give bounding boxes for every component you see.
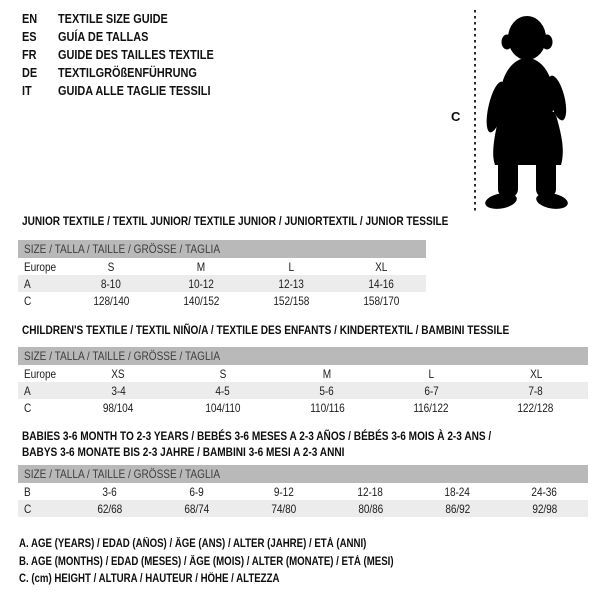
footnote-line: C. (cm) HEIGHT / ALTURA / HAUTEUR / HÖHE / ALTEZZA [19,573,280,585]
size-cell: 104/110 [205,400,241,415]
footnote-line: B. AGE (MONTHS) / EDAD (MESES) / ÂGE (MOIS) / ALTER (MONATE) / ETÀ (MESI) [19,555,394,568]
table-row [18,275,426,292]
size-cell: 3-6 [102,484,117,499]
language-row [22,64,243,82]
babies-table-title [22,428,588,460]
size-cell: S [219,366,226,381]
size-header-text: SIZE / TALLA / TAILLE / GRÖSSE / TAGLIA [24,349,221,363]
size-header-bar [18,465,588,483]
size-header-bar [18,240,426,258]
size-cell: 7-8 [528,383,543,398]
table-row [18,292,426,309]
language-code-text: ES [22,29,37,44]
height-measure-label: C [451,109,461,124]
size-header-bar [18,347,588,365]
size-cell: 9-12 [273,484,294,499]
baby-silhouette-icon [483,16,570,211]
row-label-cell: C [24,400,32,415]
babies-table-title-line2: BABYS 3-6 MONATE BIS 2-3 JAHRE / BAMBINI 3-6 MESI A 2-3 ANNI [22,445,345,459]
size-cell: 8-10 [101,276,121,291]
size-cell: 116/122 [413,400,449,415]
children-table-title-text: CHILDREN'S TEXTILE / TEXTIL NIÑO/A / TEXTILE DES ENFANTS / KINDERTEXTIL / BAMBINI TESSILE [22,323,510,337]
size-header-text: SIZE / TALLA / TAILLE / GRÖSSE / TAGLIA [24,467,221,481]
height-figure [443,4,595,216]
babies-size-table [18,465,588,517]
size-cell: 5-6 [319,383,335,398]
language-code-text: EN [22,11,38,26]
table-row [18,382,588,399]
size-cell: 86/92 [445,501,470,516]
size-cell: 6-9 [189,484,204,499]
language-code [22,28,58,46]
language-text: GUIDA ALLE TAGLIE TESSILI [58,83,211,98]
size-cell: 122/128 [517,400,554,415]
size-cell: 12-18 [357,484,384,499]
size-cell: 128/140 [93,293,129,308]
table-row [18,500,588,517]
footnote-line: A. AGE (YEARS) / EDAD (AÑOS) / ÂGE (ANS) / ALTER (JAHRE) / ETÀ (ANNI) [19,538,367,550]
language-list [22,10,243,100]
size-cell: 12-13 [278,276,304,291]
language-row [22,10,243,28]
language-code-text: FR [22,47,37,62]
size-cell: 92/98 [532,501,557,516]
children-section [18,322,588,416]
junior-size-table [18,240,426,309]
size-cell: XS [111,366,125,381]
language-row [22,82,243,100]
babies-table-title-line1: BABIES 3-6 MONTH TO 2-3 YEARS / BEBÉS 3-6 MESES A 2-3 AÑOS / BÉBÉS 3-6 MOIS À 2-3 ANS / [22,429,492,443]
junior-section [18,213,449,309]
table-row [18,258,426,275]
language-code-text: IT [22,83,32,98]
size-cell: XL [374,259,388,274]
table-row [18,483,588,500]
row-label-cell: C [24,293,32,308]
children-size-table [18,347,588,416]
size-cell: L [288,259,294,274]
size-cell: 3-4 [111,383,126,398]
size-cell: 10-12 [188,276,214,291]
size-cell: 62/68 [97,501,122,516]
language-code-text: DE [22,65,38,80]
row-label-cell: Europe [24,366,57,381]
size-cell: L [428,366,435,381]
language-code [22,10,58,28]
junior-table-title-text: JUNIOR TEXTILE / TEXTIL JUNIOR/ TEXTILE JUNIOR / JUNIORTEXTIL / JUNIOR TESSILE [22,214,449,228]
size-cell: M [196,259,206,274]
size-cell: 74/80 [271,501,296,516]
language-text: TEXTILGRÖßENFÜHRUNG [58,65,197,80]
language-text: GUÍA DE TALLAS [58,29,149,44]
size-cell: M [322,366,332,381]
language-code [22,46,58,64]
size-cell: 140/152 [183,293,219,308]
size-cell: 158/170 [363,293,399,308]
size-cell: 14-16 [368,276,394,291]
size-cell: 4-5 [215,383,230,398]
table-row [18,365,588,382]
size-cell: 6-7 [424,383,439,398]
row-label-cell: C [24,501,32,516]
children-table-title [22,322,588,338]
size-cell: XL [529,366,542,381]
babies-section [18,428,588,517]
junior-table-title [22,213,449,229]
table-row [18,399,588,416]
row-label-cell: B [24,484,31,499]
row-label-cell: Europe [24,259,57,274]
size-cell: 80/86 [358,501,383,516]
size-cell: 152/158 [273,293,309,308]
row-label-cell: A [24,383,31,398]
size-cell: 68/74 [184,501,209,516]
footnotes [19,536,465,589]
row-label-cell: A [24,276,31,291]
size-cell: 18-24 [444,484,471,499]
language-text: TEXTILE SIZE GUIDE [58,11,168,26]
language-row [22,46,243,64]
language-row [22,28,243,46]
size-cell: 98/104 [103,400,134,415]
language-code [22,82,58,100]
size-cell: 24-36 [531,484,558,499]
size-cell: S [107,259,115,274]
language-code [22,64,58,82]
language-text: GUIDE DES TAILLES TEXTILE [58,47,214,62]
size-cell: 110/116 [309,400,345,415]
size-header-text: SIZE / TALLA / TAILLE / GRÖSSE / TAGLIA [24,242,221,256]
